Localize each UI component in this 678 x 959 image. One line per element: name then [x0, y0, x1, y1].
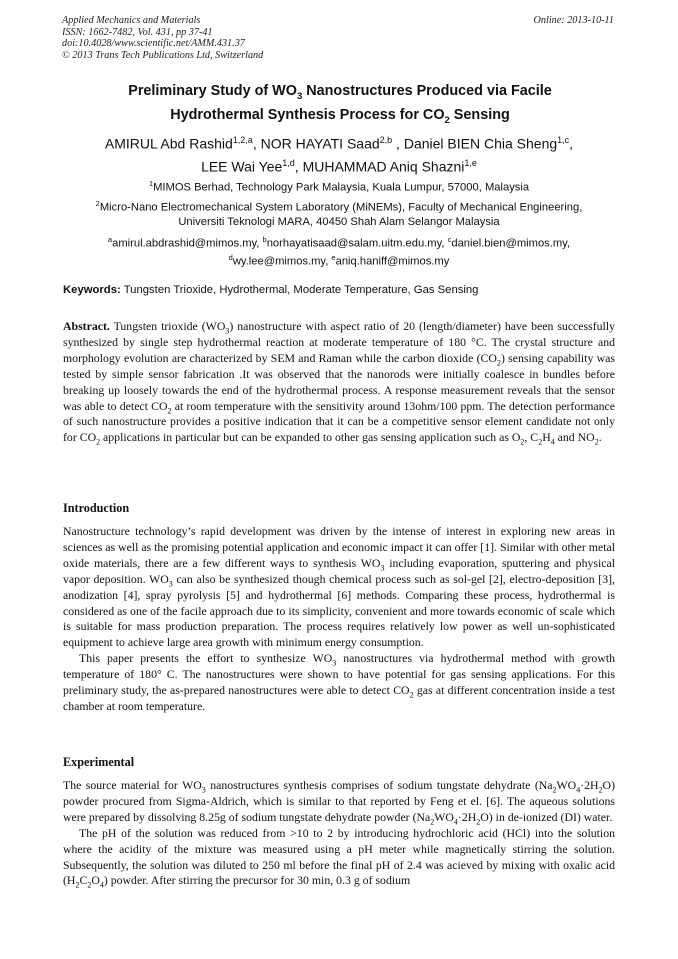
keywords-label: Keywords: [63, 284, 121, 296]
journal-header [62, 15, 263, 61]
email-link[interactable]: wy.lee@mimos.my, [232, 256, 332, 269]
experimental-body [63, 778, 615, 889]
section-heading-experimental: Experimental [63, 755, 135, 769]
author-name: LEE Wai Yee [201, 158, 283, 175]
keywords-text: Tungsten Trioxide, Hydrothermal, Moderate Temperature, Gas Sensing [120, 284, 479, 296]
copyright-line: © 2013 Trans Tech Publications Ltd, Switzerland [62, 49, 264, 61]
online-date: Online: 2013-10-11 [533, 15, 614, 26]
paper-title: Preliminary Study of $WO_3$ Nanostructures Produced via Facile Hydrothermal Synthesis Process for $CO_2$ Sensing [128, 83, 552, 126]
abstract-label: Abstract. [63, 319, 110, 333]
author-name: AMIRUL Abd Rashid [104, 135, 233, 152]
author-name: , NOR HAYATI Saad [252, 135, 380, 152]
issn-line: ISSN: 1662-7482, Vol. 431, pp 37-41 [62, 26, 213, 38]
journal-name: Applied Mechanics and Materials [62, 15, 201, 26]
email-link[interactable]: daniel.bien@mimos.my, [451, 237, 571, 250]
author-name: , Daniel BIEN Chia Sheng [392, 135, 558, 152]
email-link[interactable]: aniq.haniff@mimos.my [335, 256, 450, 269]
affiliation-2: $^2$Micro-Nano Electromechanical System Laboratory (MiNEMs), Faculty of Mechanical Engineering, Universiti Teknologi MARA, 40450 Shah Alam Selangor Malaysia [95, 199, 583, 229]
affiliation-1: $^1$MIMOS Berhad, Technology Park Malaysia, Kuala Lumpur, 57000, Malaysia [148, 179, 530, 194]
introduction-body [63, 524, 615, 715]
keywords [63, 284, 478, 296]
abstract: Abstract. Tungsten trioxide $(WO_3)$ nanostructure with aspect ratio of 20 (length/diameter) have been successfully synthesized by single step hydrothermal reaction at moderate temperature of 180 °C. The crystal structure and morphology evolution are characterized by SEM and Raman while the carbon dioxide $(CO_2)$ sensing capability was tested by simple sensor fabrication .It was observed that the nanorods were initially coalesce in bundles before breaking up loosely towards the end of the hydrothermal process. A response measurement reveals that the sensor was able to detect $CO_2$ at room temperature with the sensitivity around 13ohm/100 ppm. The detection performance of such nanostructure provides a positive indication that it can be a competitive sensor element candidate not only for $CO_2$ applications in particular but can be expanded to other gas sensing application such as $O_2$, $C_2H_4$ and $NO_2$. [63, 319, 615, 447]
paragraph: This paper presents the effort to synthesize $WO_3$ nanostructures via hydrothermal method with growth temperature of 180° C. The nanostructures were shown to have potential for gas sensing applications. For this preliminary study, the as-prepared nanostructures were able to detect $CO_2$ gas at different concentration inside a test chamber at room temperature. [63, 651, 616, 713]
author-list: AMIRUL Abd Rashid$^{1,2,a}$, NOR HAYATI Saad$^{2,b}$ , Daniel BIEN Chia Sheng$^{1,c}$, LEE Wai Yee$^{1,d}$, MUHAMMAD Aniq Shazni$^{1,e}$ [104, 135, 574, 175]
paragraph: The pH of the solution was reduced from >10 to 2 by introducing hydrochloric acid (HCl) into the solution where the acidity of the mixture was measured using a pH meter while magnetically stirring the solution. Subsequently, the solution was diluted to 250 ml before the final pH of 2.4 was acieved by mixing with oxalic acid $(H_2C_2O_4)$ powder. After stirring the precursor for 30 min, 0.3 g of sodium [63, 825, 615, 890]
email-list: $^a$amirul.abdrashid@mimos.my, $^b$norhayatisaad@salam.uitm.edu.my, $^c$daniel.bien@mimos.my, $^d$wy.lee@mimos.my, $^e$aniq.haniff@mimos.my [107, 235, 571, 269]
email-link[interactable]: amirul.abdrashid@mimos.my, [112, 237, 263, 250]
section-heading-introduction: Introduction [63, 501, 130, 515]
paragraph: The source material for $WO_3$ nanostructures synthesis comprises of sodium tungstate dehydrate $(Na_2WO_4\cdot 2H_2O)$ powder procured from Sigma-Aldrich, which is similar to that reported by Feng et el. [6]. The aqueous solutions were prepared by dissolving 8.25g of sodium tungstate dehydrate powder $(Na_2WO_4\cdot 2H_2O)$ in de-ionized (DI) water. [63, 778, 615, 827]
doi-line: doi:10.4028/www.scientific.net/AMM.431.37 [62, 38, 245, 50]
email-link[interactable]: norhayatisaad@salam.uitm.edu.my, [266, 237, 448, 250]
author-name: , MUHAMMAD Aniq Shazni [294, 158, 465, 175]
paragraph: Nanostructure technology’s rapid development was driven by the intense of interest in exploring new areas in sciences as well as the promising potential application and economic impact it can offer [1]. Similar with other metal oxide materials, there are a few different ways to synthesis $WO_3$ including evaporation, sputtering and physical vapor deposition. $WO_3$ can also be synthesized though chemical process such as sol-gel [2], electro-deposition [3], anodization [4], spray pyrolysis [5] and hydrothermal [6] methods. Comparing these process, hydrothermal is considered as one of the facile approach due to its simplicity, convenient and more towards economic of scale which is suitable for mass production preparation. The process requires relatively low power as well un-sophisticated equipment to achieve large area growth with minimum energy consumption. [63, 524, 615, 650]
